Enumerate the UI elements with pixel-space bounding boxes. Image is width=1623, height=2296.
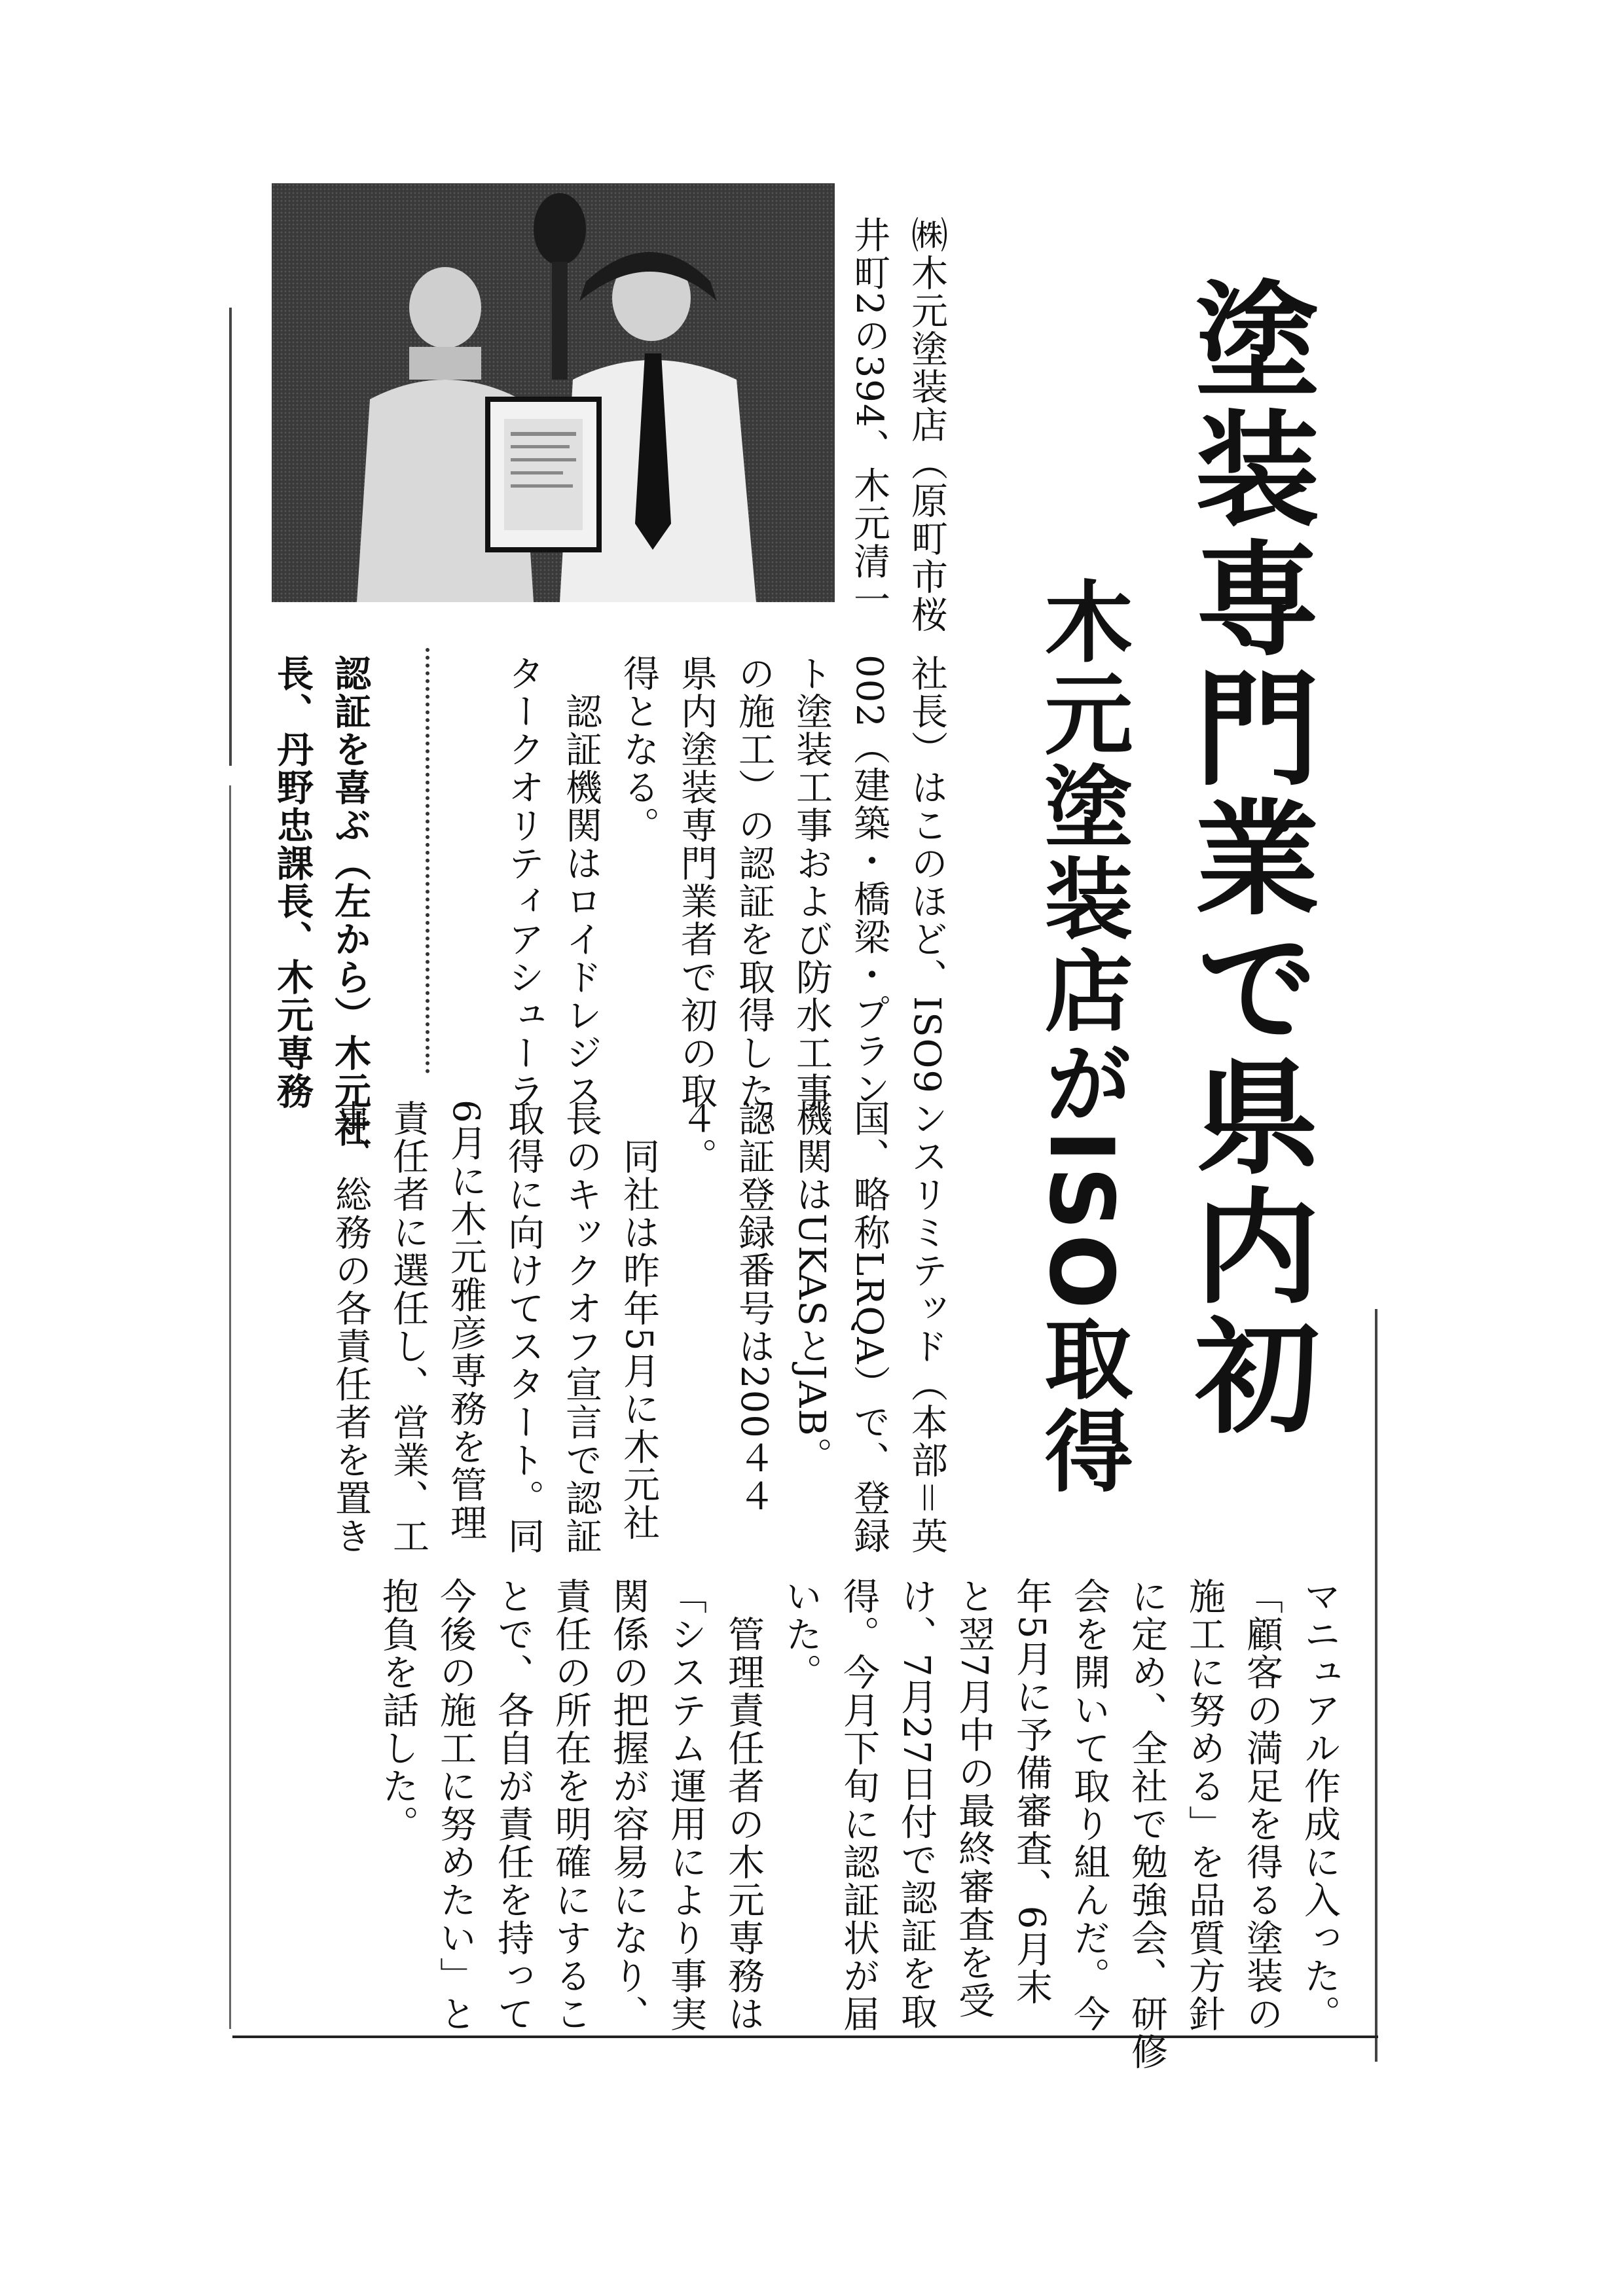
left-border-rule xyxy=(229,308,232,766)
right-border-rule xyxy=(1375,1309,1377,2062)
article-column-3: ンスリミテッド（本部＝英 国、略称LRQA）で、登録 機関はUKASとJAB。 認証登録番号は200４４ ４。 同社は昨年5月に木元社 長のキックオフ宣言で認証 取得に向けてスタート。同 6月に木元雅彦専務を管理 責任者に選任し、営業、工 事、総務の各責任者を置き xyxy=(329,1100,948,1555)
article-column-2: 社長）はこのほど、ISO9 002（建築・橋梁・プラン ト塗装工事および防水工事 の施工）の認証を取得した。 県内塗装専門業者で初の取 得となる。 認証機関はロイドレジス タークオリティアシューラ xyxy=(502,655,948,1148)
article-column-1: ㈱木元塗装店（原町市桜 井町2の394、木元清一 xyxy=(848,216,948,634)
caption-divider xyxy=(426,648,435,1073)
article-column-4: マニュアル作成に入った。 「顧客の満足を得る塗装の 施工に努める」を品質方針 に定め、全社で勉強会、研修 会を開いて取り組んだ。今 年5月に予備審査、6月末 と翌7月中の最終審査を受 け、7月27日付で認証を取 得。今月下旬に認証状が届 いた。 管理責任者の木元専務は 「システム運用により事実 関係の把握が容易になり、 責任の所在を明確にするこ とで、各自が責任を持って 今後の施工に努めたい」と 抱負を話した。 xyxy=(376,1577,1341,2071)
headline: 塗装専門業で県内初 xyxy=(1175,275,1319,1441)
photo-image xyxy=(272,183,835,602)
left-border-rule-lower xyxy=(229,785,231,2029)
article-photo xyxy=(272,183,835,602)
photo-caption: 認証を喜ぶ（左から）木元社 長、丹野忠課長、木元専務 xyxy=(271,655,372,1148)
subheadline: 木元塗装店がISO取得 xyxy=(1030,576,1133,1498)
